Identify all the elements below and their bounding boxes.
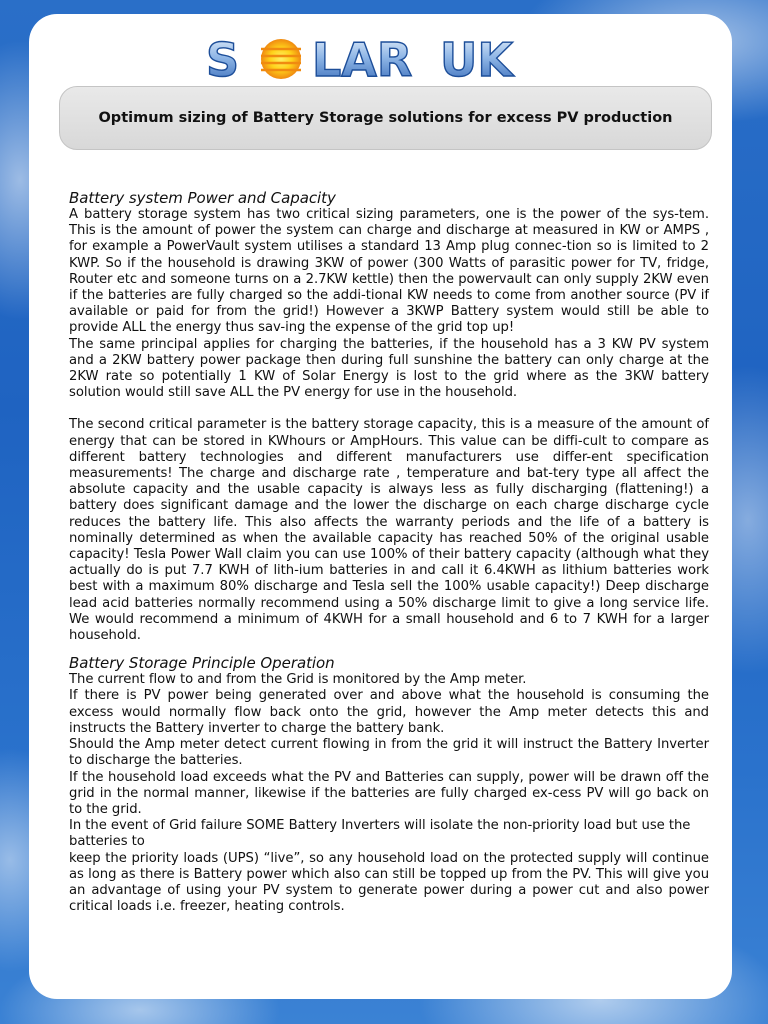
- paragraph: If the household load exceeds what the PV and Batteries can supply, power will be drawn off the grid in the normal manner, likewise if the batteries are fully charged ex-cess PV will go back on to the grid.: [69, 769, 709, 817]
- logo-letters-lar: LAR: [312, 34, 413, 80]
- section-heading-operation: Battery Storage Principle Operation: [69, 654, 335, 673]
- document-card: [29, 14, 732, 999]
- solar-uk-logo: [204, 34, 549, 80]
- title-banner: [59, 86, 712, 150]
- sun-icon: [261, 39, 301, 79]
- paragraph: In the event of Grid failure SOME Battery Inverters will isolate the non-priority load but use the batteries to: [69, 818, 691, 850]
- paragraph: The second critical parameter is the battery storage capacity, this is a measure of the amount of energy that can be stored in KWhours or AmpHours. This value can be diffi-cult to compare as different battery technologies and different manufacturers use differ-ent specification measurements! The charge and discharge rate , temperature and bat-tery type all affect the absolute capacity and the usable capacity is always less as fully discharging (flattening!) a battery does significant damage and the lower the discharge on each charge discharge cycle reduces the battery life. This also affects the warranty periods and the life of a battery is nominally determined as when the available capacity has reached 50% of the original usable capacity! Tesla Power Wall claim you can use 100% of their battery capacity (although what they actually do is put 7.7 KWH of lith-ium batteries in and call it 6.4KWH as lithium batteries work best with a maximum 80% discharge and Tesla sell the 100% usable capacity!) Deep discharge lead acid batteries normally recommend using a 50% discharge limit to give a long service life. We would recommend a minimum of 4KWH for a small household and 6 to 7 KWH for a larger household.: [69, 417, 709, 644]
- page-title: Optimum sizing of Battery Storage solutions for excess PV production: [98, 110, 673, 126]
- paragraph: If there is PV power being generated over and above what the household is consuming the excess would normally flow back onto the grid, however the Amp meter detects this and instructs the Battery inverter to charge the battery bank.: [69, 688, 709, 736]
- logo-letters-uk: UK: [440, 34, 513, 80]
- paragraph: The same principal applies for charging the batteries, if the household has a 3 KW PV system and a 2KW battery power package then during full sunshine the battery can only charge at the 2KW rate so potentially 1 KW of Solar Energy is lost to the grid where as the 3KW battery solution would still save ALL the PV energy for use in the household.: [69, 336, 709, 401]
- paragraph: Should the Amp meter detect current flowing in from the grid it will instruct the Battery Inverter to discharge the batteries.: [69, 737, 709, 769]
- paragraph: A battery storage system has two critical sizing parameters, one is the power of the sys-tem. This is the amount of power the system can charge and discharge at measured in KW or AMPS , for example a PowerVault system utilises a standard 13 Amp plug connec-tion so is limited to 2 KWP. So if the household is drawing 3KW of power (300 Watts of parasitic power for TV, fridge, Router etc and someone turns on a 2.7KW kettle) then the powervault can only supply 2KW even if the batteries are fully charged so the addi-tional KW needs to come from another source (PV if available or paid for from the grid!) However a 3KWP Battery system would still be able to provide ALL the energy thus sav-ing the expense of the grid top up!: [69, 207, 709, 336]
- section-heading-power-capacity: Battery system Power and Capacity: [69, 189, 336, 207]
- logo-letter-s: S: [206, 34, 240, 80]
- paragraph: The current flow to and from the Grid is monitored by the Amp meter.: [69, 672, 527, 688]
- paragraph: keep the priority loads (UPS) “live”, so any household load on the protected supply will continue as long as there is Battery power which also can still be topped up from the PV. This will give you an advantage of using your PV system to generate power during a power cut and also power critical loads i.e. freezer, heating controls.: [69, 850, 709, 915]
- document-body: [69, 189, 709, 915]
